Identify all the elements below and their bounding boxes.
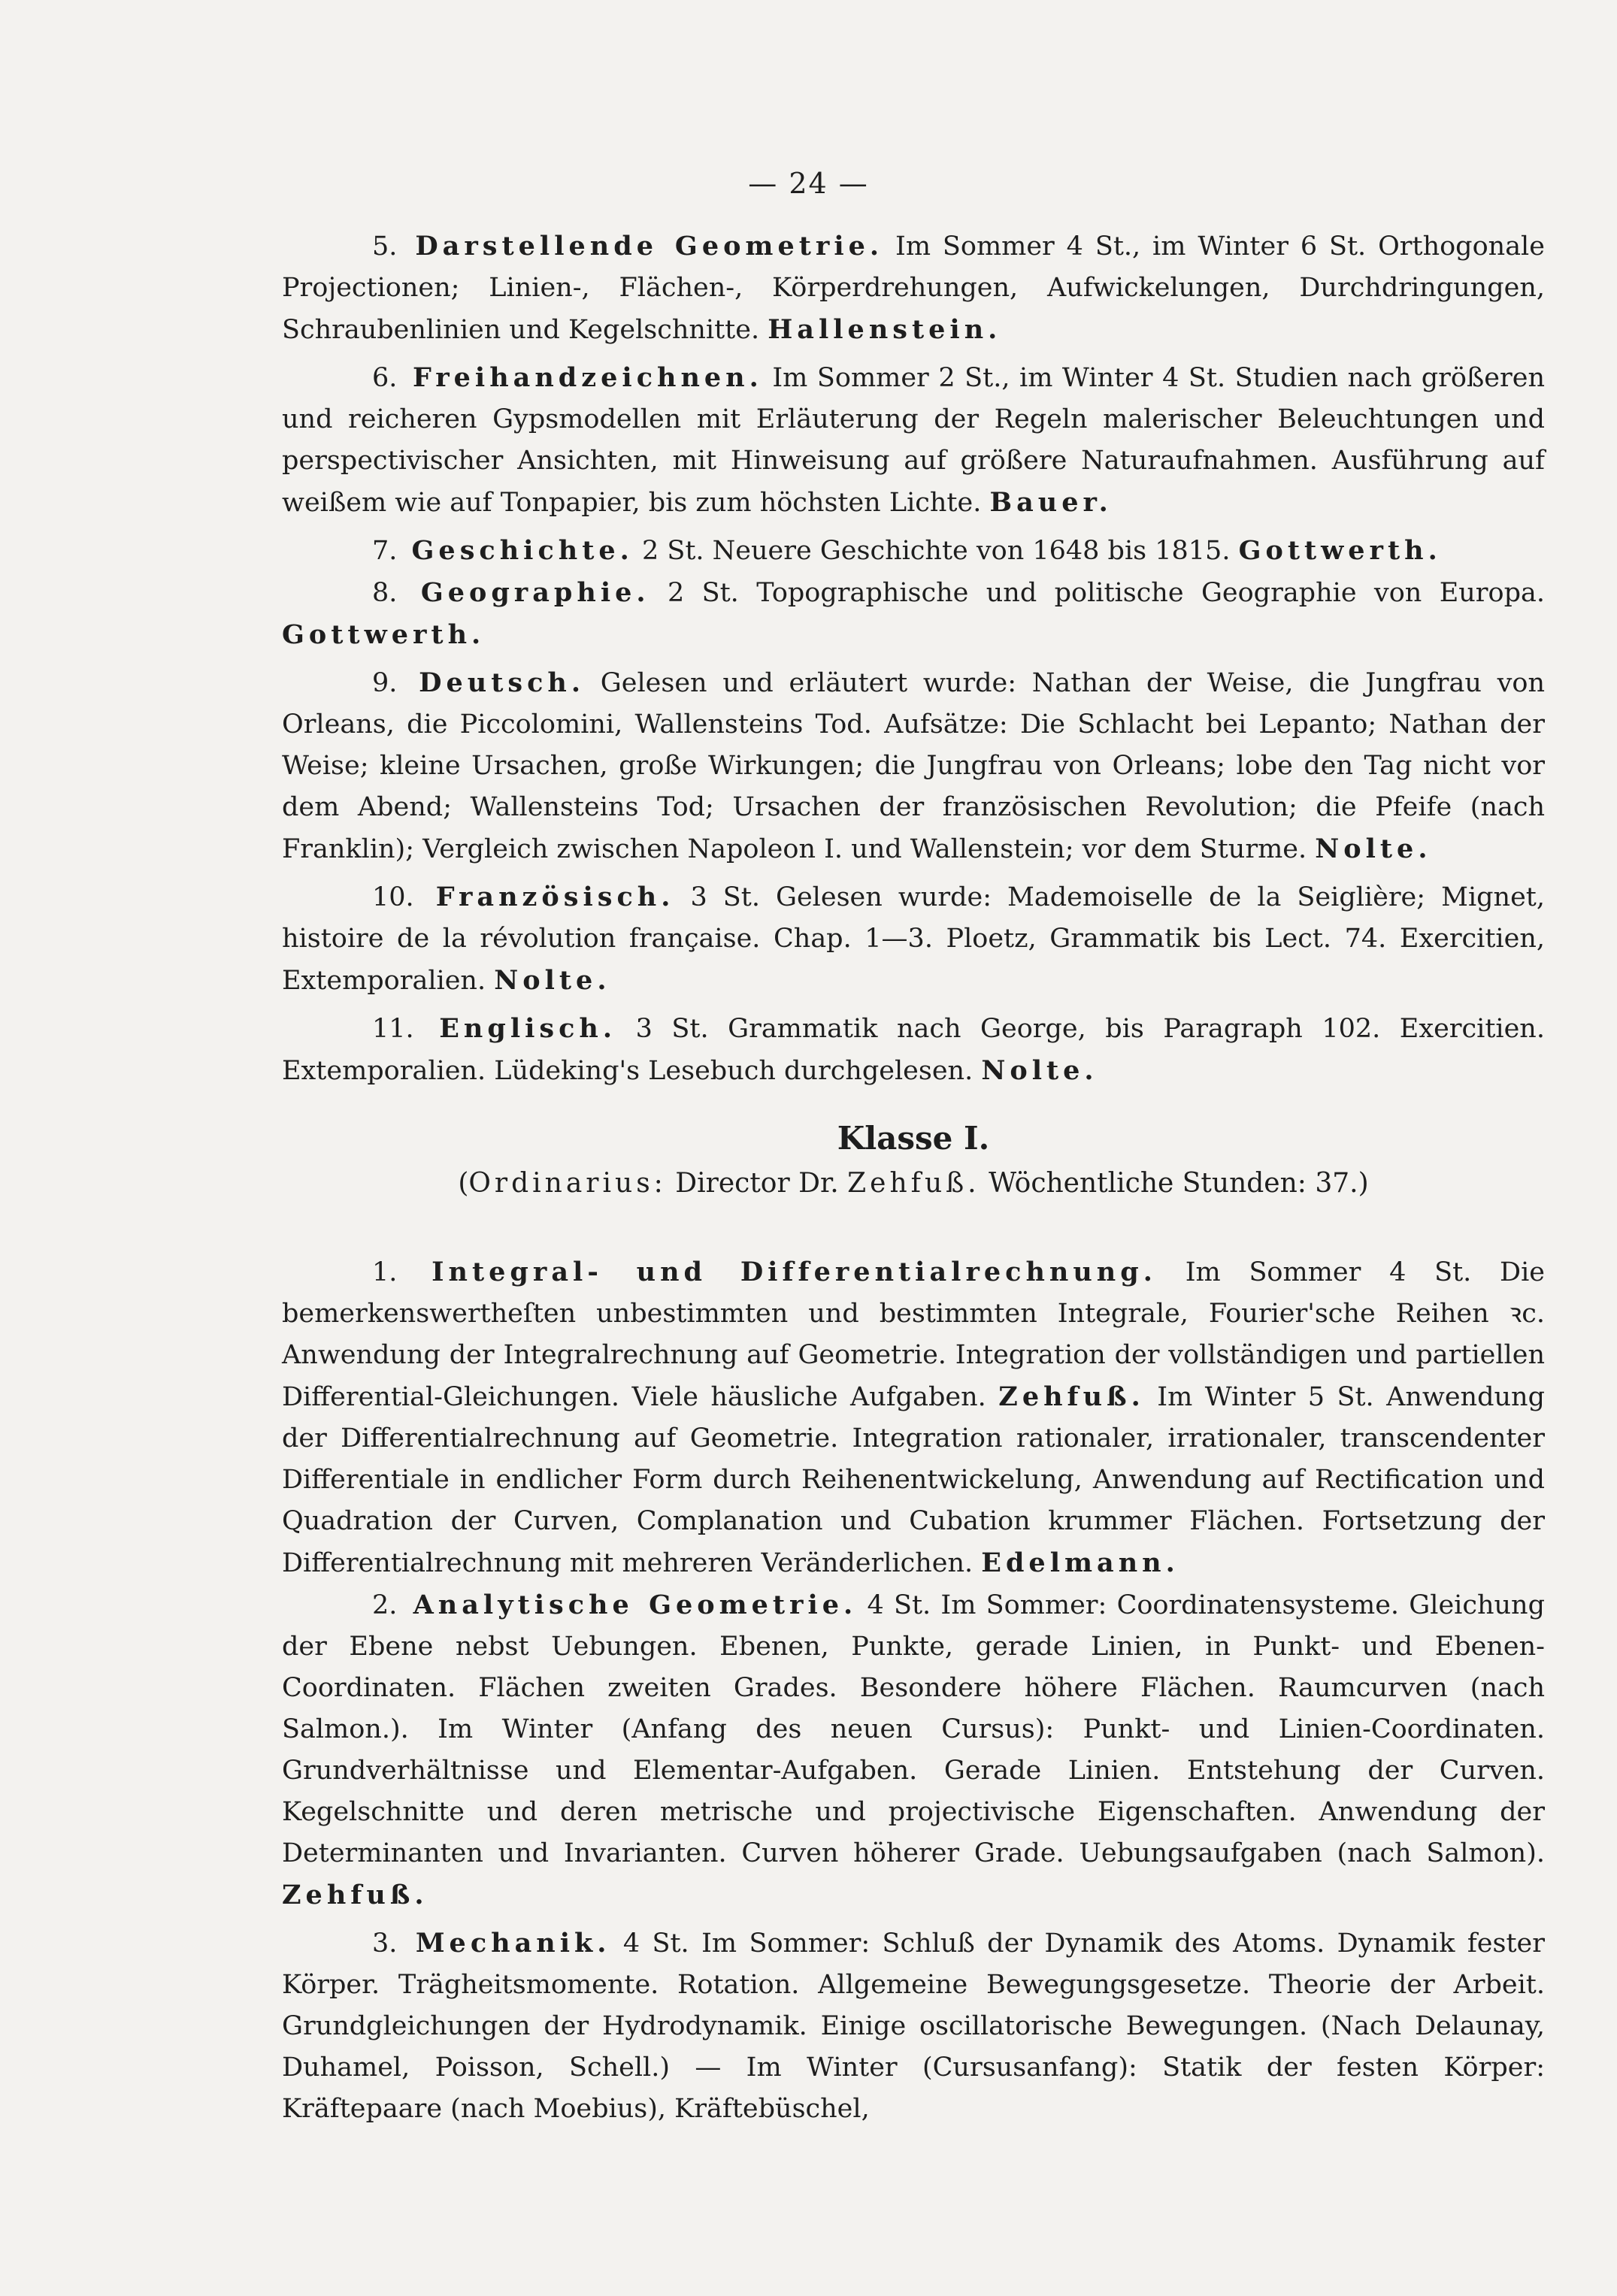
subject-title: Mechanik. [415,1928,611,1959]
subject-item-englisch [282,1008,1545,1092]
item-number: 10. [372,882,414,912]
director-title: Director Dr. [675,1168,839,1199]
subject-text: 2 St. Topographische und politische Geographie von Europa. [667,578,1545,608]
subject-title: Englisch. [439,1013,617,1044]
subject-text: 3 St. Gelesen wurde: Mademoiselle de la Seiglière; Mignet, histoire de la révolution française. Chap. 1—3. Ploetz, Grammatik bis Lect. 74. Exercitien, Extemporalien. [282,882,1545,996]
subject-title: Integral- und Differentialrechnung. [432,1257,1157,1287]
item-number: 11. [372,1014,414,1044]
weekly-hours: Wöchentliche Stunden: 37.) [989,1168,1369,1199]
subject-title: Analytische Geometrie. [413,1590,858,1620]
subject-item-deutsch [282,662,1545,870]
subject-text: 4 St. Im Sommer: Coordinatensysteme. Gleichung der Ebene nebst Uebungen. Ebenen, Punkte, gerade Linien, in Punkt- und Ebenen-Coordinaten. Flächen zweiten Grades. Besondere höhere Flächen. Raumcurven (nach Salmon.). Im Winter (Anfang des neuen Cursus): Punkt- und Linien-Coordinaten. Grundverhältnisse und Elementar-Aufgaben. Gerade Linien. Entstehung der Curven. Kegelschnitte und deren metrische und projectivische Eigenschaften. Anwendung der Determinanten und Invarianten. Curven höherer Grade. Uebungsaufgaben (nach Salmon). [282,1590,1545,1868]
item-number: 3. [372,1928,398,1959]
klasse-i-header [282,1116,1545,1206]
subject-item-darstellende-geometrie [282,225,1545,351]
subject-item-mechanik [282,1922,1545,2130]
item-number: 2. [372,1590,398,1620]
teacher-name: Zehfuß. [998,1381,1145,1412]
item-number: 7. [372,536,398,566]
teacher-name: Nolte. [494,965,611,996]
paren-open: ( [458,1168,469,1199]
subject-item-analytische-geometrie [282,1584,1545,1916]
subject-text: Im Sommer 4 St. Die bemerkenswertheſten unbestimmten und bestimmten Integrale, Fourier'sche Reihen ꝛc. Anwendung der Integralrechnung auf Geometrie. Integration der vollständigen und partiellen Differential-Gleichungen. Viele häusliche Aufgaben. [282,1257,1545,1412]
subject-text-winter: Im Winter 5 St. Anwendung der Differentialrechnung auf Geometrie. Integration rationaler, irrationaler, transcendenter Differentiale in endlicher Form durch Reihenentwickelung, Anwendung auf Rectification und Quadration der Curven, Complanation und Cubation krummer Flächen. Fortsetzung der Differentialrechnung mit mehreren Veränderlichen. [282,1382,1545,1578]
teacher-name: Gottwerth. [1238,535,1442,566]
item-number: 6. [372,363,398,393]
subject-text: 3 St. Grammatik nach George, bis Paragraph 102. Exercitien. Extemporalien. Lüdeking's Lesebuch durchgelesen. [282,1014,1545,1086]
item-number: 8. [372,578,398,608]
subject-title: Geschichte. [411,535,634,566]
subject-title: Deutsch. [419,667,586,698]
subject-item-geographie [282,572,1545,656]
subject-item-franzoesisch [282,876,1545,1002]
subject-title: Freihandzeichnen. [412,362,763,393]
teacher-name: Nolte. [1315,833,1432,864]
klasse-i-section [282,1251,1545,2130]
subject-item-integralrechnung [282,1251,1545,1584]
teacher-name: Edelmann. [981,1547,1179,1578]
subject-text: Im Sommer 4 St., im Winter 6 St. Orthogonale Projectionen; Linien-, Flächen-, Körperdrehungen, Aufwickelungen, Durchdringungen, Schraubenlinien und Kegelschnitte. [282,231,1545,345]
subject-text: Im Sommer 2 St., im Winter 4 St. Studien nach größeren und reicheren Gypsmodellen mit Erläuterung der Regeln malerischer Beleuchtungen und perspectivischer Ansichten, mit Hinweisung auf größere Naturaufnahmen. Ausführung auf weißem wie auf Tonpapier, bis zum höchsten Lichte. [282,363,1545,518]
subject-title: Darstellende Geometrie. [415,231,884,262]
item-number: 5. [372,231,398,262]
page-number: — 24 — [748,167,869,200]
subject-text: 2 St. Neuere Geschichte von 1648 bis 1815. [641,536,1231,566]
director-name: Zehfuß. [847,1168,980,1199]
item-number: 1. [372,1257,398,1287]
section-heading: Klasse I. [837,1120,990,1157]
ordinarius-label: Ordinarius: [468,1168,667,1199]
teacher-name: Zehfuß. [282,1880,428,1910]
subject-title: Französisch. [435,882,675,912]
teacher-name: Bauer. [989,487,1113,518]
subject-title: Geographie. [420,577,650,608]
subject-item-freihandzeichnen [282,357,1545,524]
previous-class-section [282,225,1545,1092]
item-number: 9. [372,668,398,698]
teacher-name: Nolte. [981,1055,1098,1086]
teacher-name: Hallenstein. [768,314,1002,345]
subject-item-geschichte [282,530,1545,572]
subject-text: 4 St. Im Sommer: Schluß der Dynamik des Atoms. Dynamik fester Körper. Trägheitsmomente. Rotation. Allgemeine Bewegungsgesetze. Theorie der Arbeit. Grundgleichungen der Hydrodynamik. Einige oscillatorische Bewegungen. (Nach Delaunay, Duhamel, Poisson, Schell.) — Im Winter (Cursusanfang): Statik der festen Körper: Kräftepaare (nach Moebius), Kräftebüschel, [282,1928,1545,2124]
teacher-name: Gottwerth. [282,619,486,650]
section-subheading [282,1161,1545,1206]
subject-text: Gelesen und erläutert wurde: Nathan der Weise, die Jungfrau von Orleans, die Piccolomini, Wallensteins Tod. Aufsätze: Die Schlacht bei Lepanto; Nathan der Weise; kleine Ursachen, große Wirkungen; die Jungfrau von Orleans; lobe den Tag nicht vor dem Abend; Wallensteins Tod; Ursachen der französischen Revolution; die Pfeife (nach Franklin); Vergleich zwischen Napoleon I. und Wallenstein; vor dem Sturme. [282,668,1545,864]
